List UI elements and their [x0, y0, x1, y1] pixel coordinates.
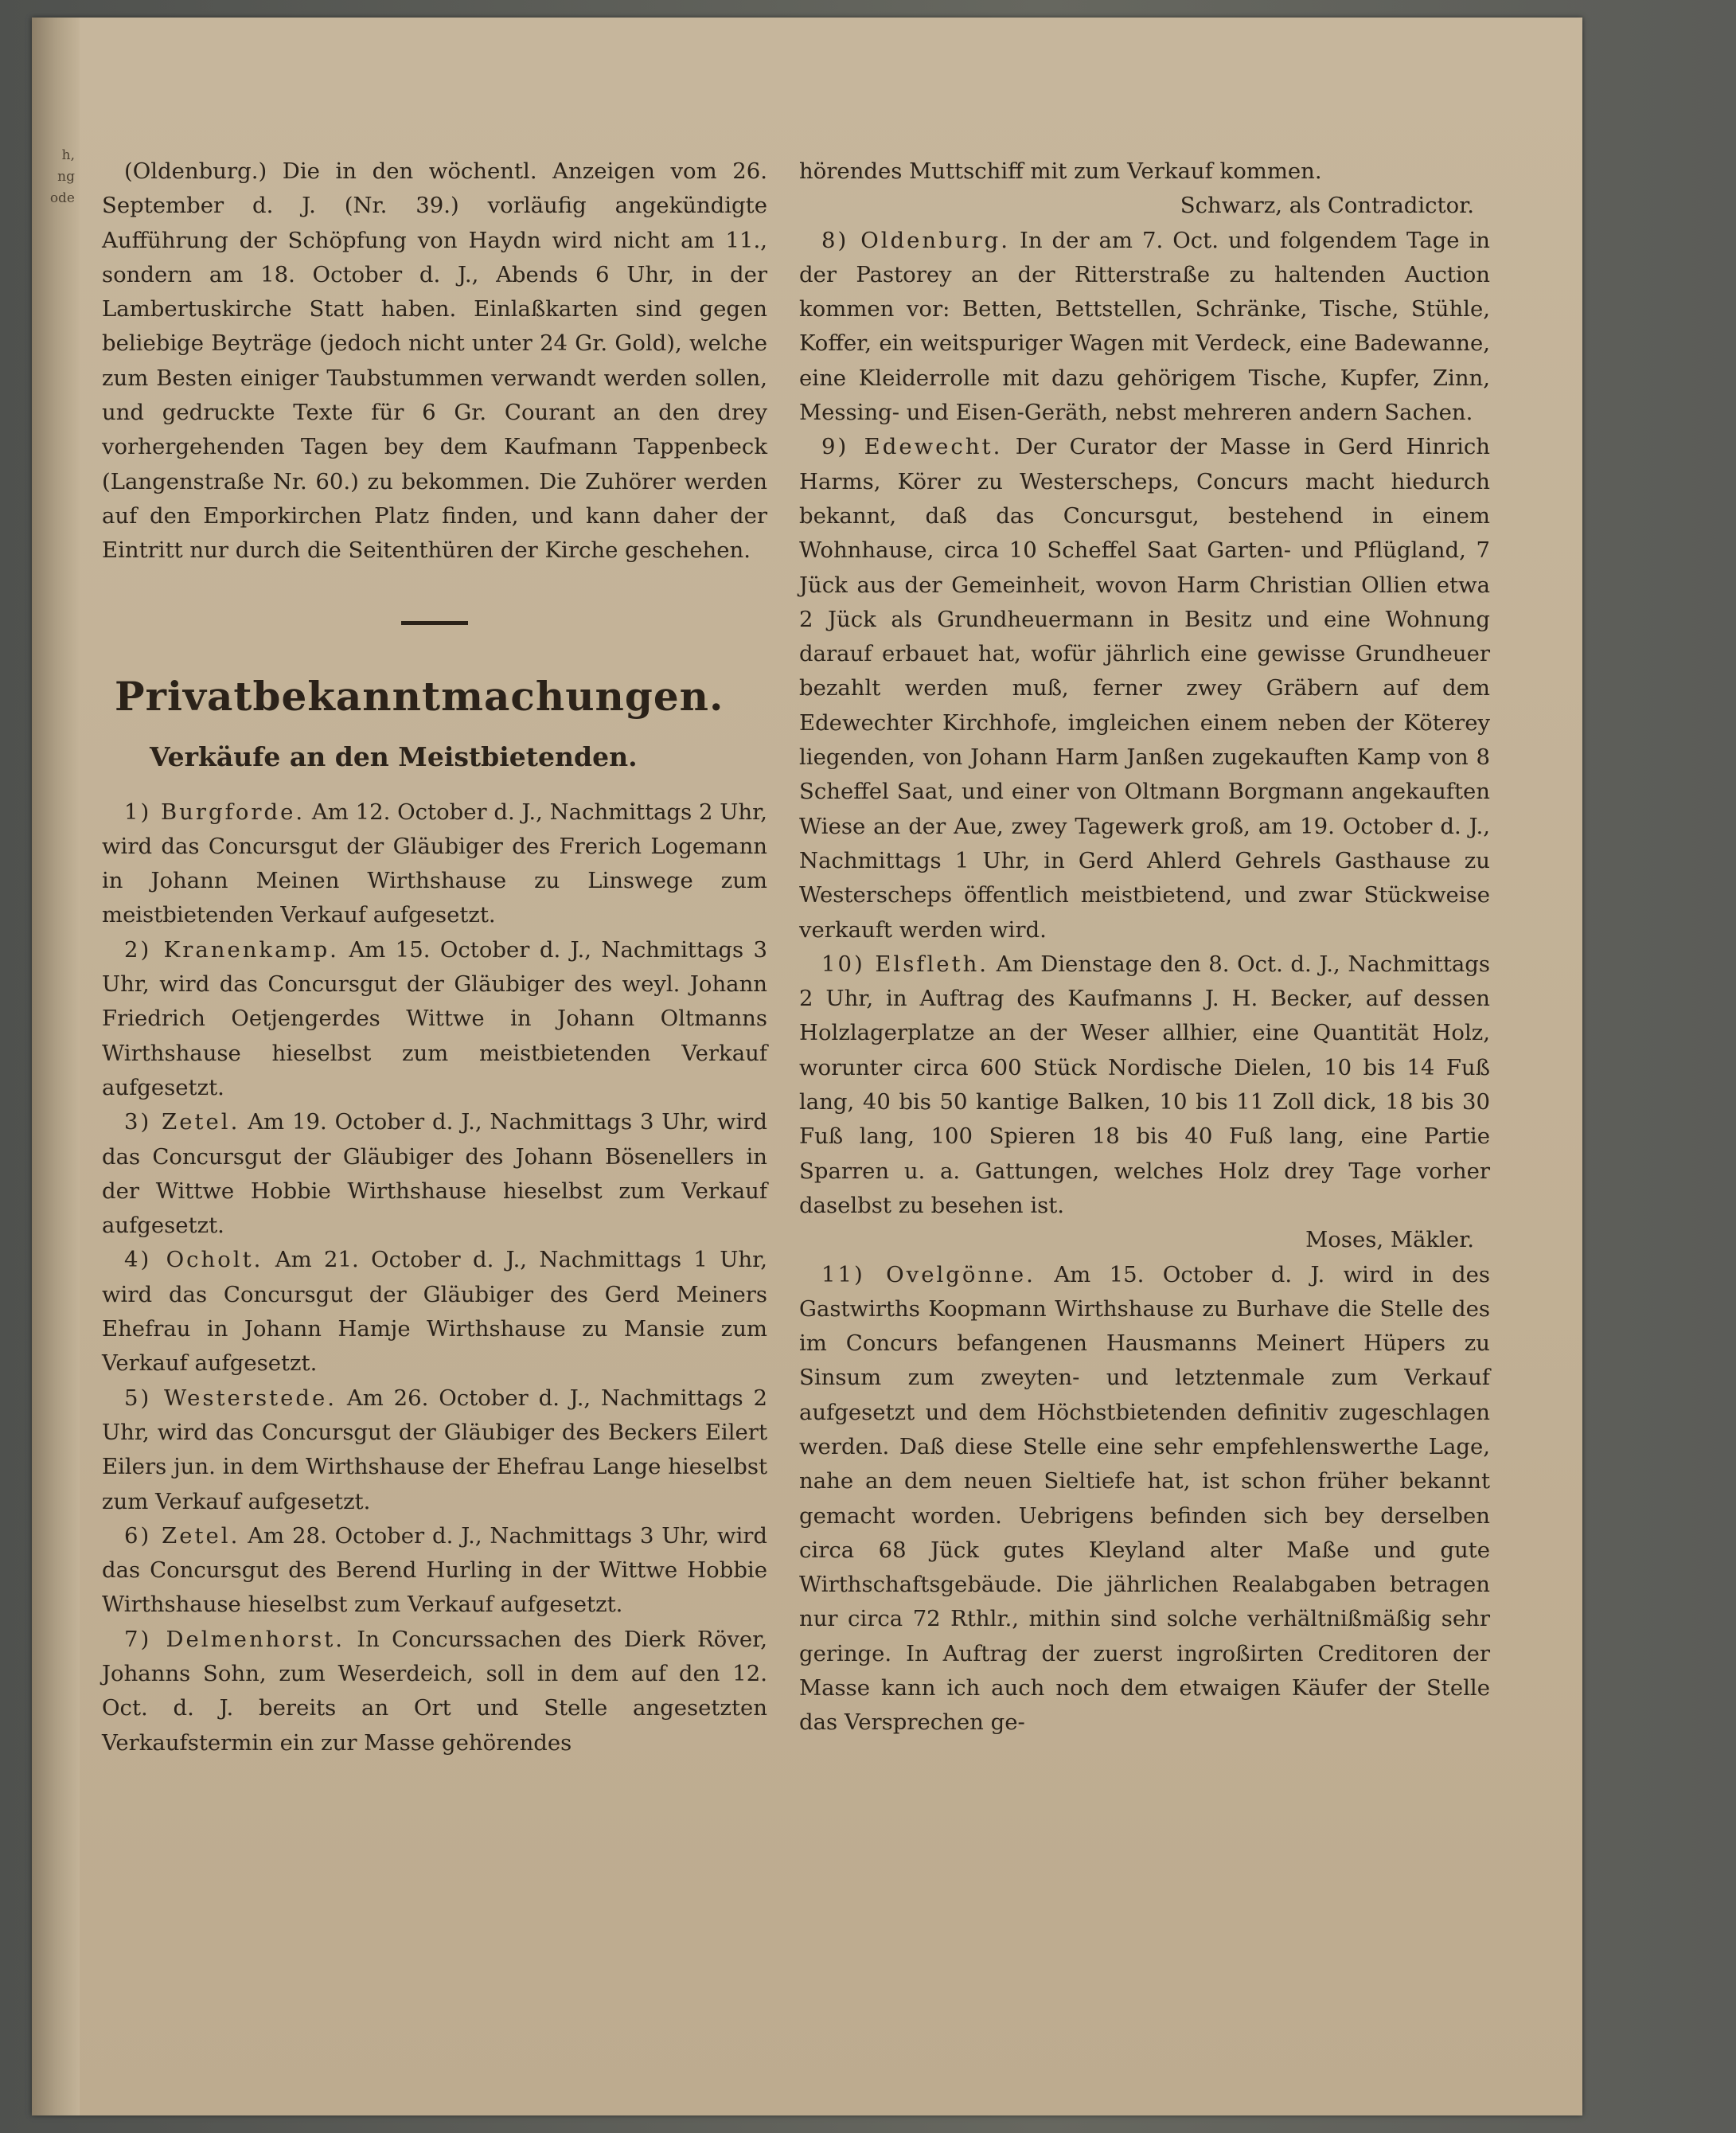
- sale-item-7: [102, 1623, 767, 1760]
- sale-item-8-place: 8) Oldenburg.: [821, 227, 1010, 253]
- sale-item-9: [799, 430, 1490, 947]
- binding-fragment: ng: [57, 169, 75, 185]
- sale-item-11-place: 11) Ovelgönne.: [821, 1261, 1036, 1287]
- sale-item-10-text: Am Dienstage den 8. Oct. d. J., Nachmittags 2 Uhr, in Auftrag des Kaufmanns J. H. Becker, auf dessen Holzlagerplatze an der Weser allhier, eine Quantität Holz, worunter circa 600 Stück Nordische Dielen, 10 bis 14 Fuß lang, 40 bis 50 kantige Balken, 10 bis 11 Zoll dick, 18 bis 30 Fuß lang, 100 Spieren 18 bis 40 Fuß lang, eine Partie Sparren u. a. Gattungen, welches Holz drey Tage vorher daselbst zu besehen ist.: [799, 951, 1490, 1218]
- sale-item-3-place: 3) Zetel.: [124, 1109, 240, 1135]
- subsection-title: Verkäufe an den Meistbietenden.: [150, 740, 638, 772]
- section-title: Privatbekanntmachungen.: [115, 672, 724, 720]
- binding-margin-fragments: [33, 145, 75, 209]
- sale-item-7-place: 7) Delmenhorst.: [124, 1626, 345, 1652]
- binding-gutter: [32, 18, 80, 2115]
- sale-item-11-text: Am 15. October d. J. wird in des Gastwirths Koopmann Wirthshause zu Burhave die Stelle des im Concurs befangenen Hausmanns Meinert Hüpers zu Sinsum zum zweyten- und letztenmale zum Verkauf aufgesetzt und dem Höchstbietenden definitiv zugeschlagen werden. Daß diese Stelle eine sehr empfehlenswerthe Lage, nahe an dem neuen Sieltiefe hat, ist schon früher bekannt gemacht worden. Uebrigens befinden sich bey derselben circa 68 Jück gutes Kleyland alter Maße und gute Wirthschaftsgebäude. Die jährlichen Realabgaben betragen nur circa 72 Rthlr., mithin sind solche verhältnißmäßig sehr geringe. In Auftrag der zuerst ingroßirten Creditoren der Masse kann ich auch noch dem etwaigen Käufer der Stelle das Versprechen ge-: [799, 1261, 1490, 1736]
- right-column: [799, 154, 1490, 1740]
- sale-item-10-place: 10) Elsfleth.: [821, 951, 989, 977]
- sale-item-1: [102, 795, 767, 933]
- left-column: [102, 154, 767, 1760]
- sale-item-4-text: Am 21. October d. J., Nachmittags 1 Uhr, wird das Concursgut der Gläubiger des Gerd Meiners Ehefrau in Johann Hamje Wirthshause zu Mansie zum Verkauf aufgesetzt.: [102, 1247, 767, 1377]
- sale-item-9-place: 9) Edewecht.: [821, 434, 1003, 460]
- sale-item-1-place: 1) Burgforde.: [124, 799, 306, 825]
- sale-item-5-text: Am 26. October d. J., Nachmittags 2 Uhr, wird das Concursgut der Gläubiger des Beckers Eilert Eilers jun. in dem Wirthshause der Ehefrau Lange hieselbst zum Verkauf aufgesetzt.: [102, 1385, 768, 1514]
- binding-fragment: ode: [49, 190, 75, 206]
- newspaper-page: [32, 18, 1582, 2115]
- sale-item-8-text: In der am 7. Oct. und folgendem Tage in der Pastorey an der Ritterstraße zu haltenden Auction kommen vor: Betten, Bettstellen, Schränke, Tische, Stühle, Koffer, ein weitspuriger Wagen mit Verdeck, eine Badewanne, eine Kleiderrolle mit dazu gehörigem Tische, Kupfer, Zinn, Messing- und Eisen-Geräth, nebst mehreren andern Sachen.: [799, 227, 1490, 426]
- sale-item-2: [102, 933, 767, 1105]
- sale-item-11: [799, 1258, 1490, 1740]
- sale-item-2-place: 2) Kranenkamp.: [124, 936, 339, 963]
- sale-item-3: [102, 1105, 767, 1243]
- sale-item-10-signature: Moses, Mäkler.: [1305, 1227, 1474, 1253]
- sale-item-5: [102, 1381, 767, 1519]
- sale-item-4: [102, 1243, 767, 1381]
- sale-item-6: [102, 1519, 767, 1623]
- sale-item-7-continued: hörendes Muttschiff mit zum Verkauf kommen.: [799, 158, 1322, 184]
- sale-item-2-text: Am 15. October d. J., Nachmittags 3 Uhr, wird das Concursgut der Gläubiger des weyl. Johann Friedrich Oetjengerdes Wittwe in Johann Oltmanns Wirthshause hieselbst zum meistbietenden Verkauf aufgesetzt.: [102, 936, 767, 1100]
- sale-item-8: [799, 224, 1490, 431]
- sale-item-5-place: 5) Westerstede.: [124, 1385, 337, 1411]
- section-divider: [401, 621, 468, 625]
- sale-item-3-text: Am 19. October d. J., Nachmittags 3 Uhr, wird das Concursgut der Gläubiger des Johann Bösenellers in der Wittwe Hobbie Wirthshause hieselbst zum Verkauf aufgesetzt.: [102, 1109, 767, 1239]
- notice-oldenburg: (Oldenburg.) Die in den wöchentl. Anzeigen vom 26. September d. J. (Nr. 39.) vorläufig angekündigte Aufführung der Schöpfung von Haydn wird nicht am 11., sondern am 18. October d. J., Abends 6 Uhr, in der Lambertuskirche Statt haben. Einlaßkarten sind gegen beliebige Beyträge (jedoch nicht unter 24 Gr. Gold), welche zum Besten einiger Taubstummen verwandt werden sollen, und gedruckte Texte für 6 Gr. Courant an den drey vorhergehenden Tagen bey dem Kaufmann Tappenbeck (Langenstraße Nr. 60.) zu bekommen. Die Zuhörer werden auf den Emporkirchen Platz finden, und kann daher der Eintritt nur durch die Seitenthüren der Kirche geschehen.: [102, 158, 767, 564]
- sale-item-7-signature: Schwarz, als Contradictor.: [1180, 193, 1474, 219]
- sale-item-6-text: Am 28. October d. J., Nachmittags 3 Uhr, wird das Concursgut des Berend Hurling in der Wittwe Hobbie Wirthshause hieselbst zum Verkauf aufgesetzt.: [102, 1522, 767, 1618]
- sale-item-6-place: 6) Zetel.: [124, 1522, 240, 1549]
- sale-item-4-place: 4) Ocholt.: [124, 1247, 263, 1273]
- binding-fragment: h,: [61, 147, 75, 163]
- sale-item-7-text: In Concurssachen des Dierk Röver, Johanns Sohn, zum Weserdeich, soll in dem auf den 12. Oct. d. J. bereits an Ort und Stelle angesetzten Verkaufstermin ein zur Masse gehörendes: [102, 1626, 767, 1756]
- sale-item-9-text: Der Curator der Masse in Gerd Hinrich Harms, Körer zu Westerscheps, Concurs macht hiedurch bekannt, daß das Concursgut, bestehend in einem Wohnhause, circa 10 Scheffel Saat Garten- und Pflügland, 7 Jück aus der Gemeinheit, wovon Harm Christian Ollien etwa 2 Jück als Grundheuermann in Besitz und eine Wohnung darauf erbauet hat, wofür jährlich eine gewisse Grundheuer bezahlt werden muß, ferner zwey Gräbern auf dem Edewechter Kirchhofe, imgleichen einem neben der Köterey liegenden, von Johann Harm Janßen zugekauften Kamp von 8 Scheffel Saat, und einer von Oltmann Borgmann angekauften Wiese an der Aue, zwey Tagewerk groß, am 19. October d. J., Nachmittags 1 Uhr, in Gerd Ahlerd Gehrels Gasthause zu Westerscheps öffentlich meistbietend, und zwar Stückweise verkauft werden wird.: [799, 434, 1490, 943]
- sale-item-10: [799, 947, 1490, 1223]
- sale-item-1-text: Am 12. October d. J., Nachmittags 2 Uhr, wird das Concursgut der Gläubiger des Frerich Logemann in Johann Meinen Wirthshause zu Linswege zum meistbietenden Verkauf aufgesetzt.: [102, 799, 768, 928]
